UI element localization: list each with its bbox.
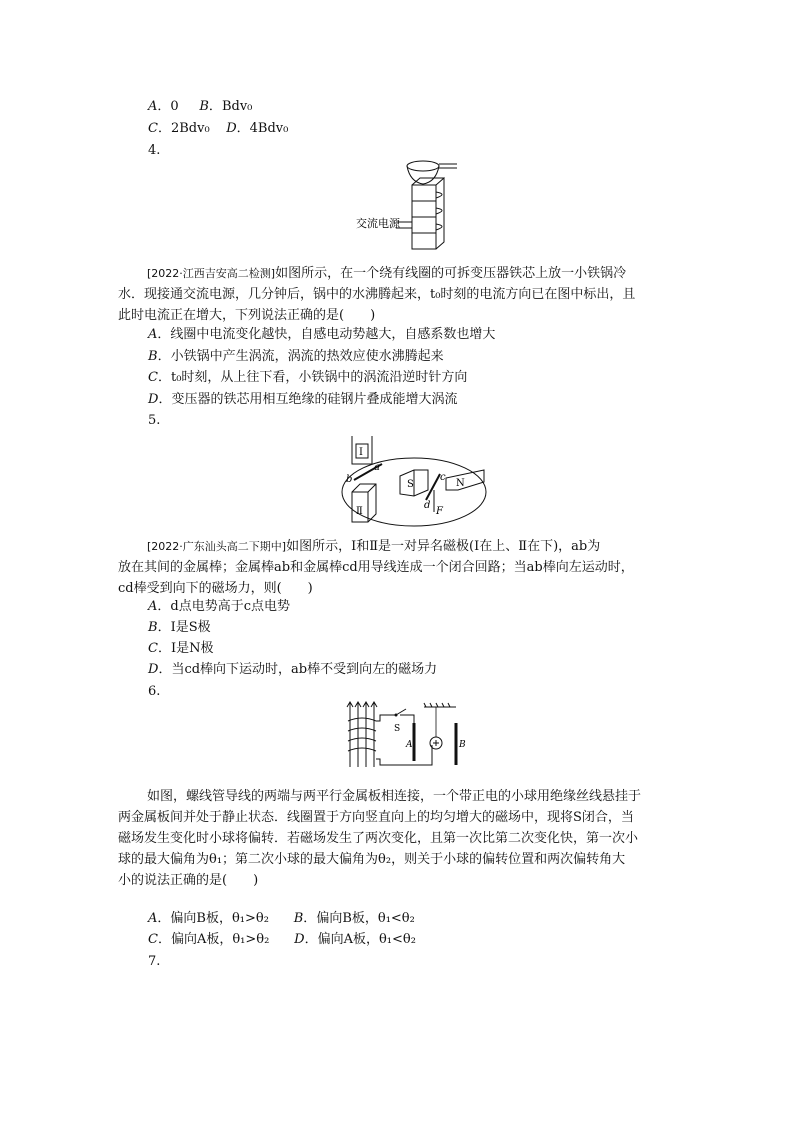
svg-text:F: F [436,506,443,517]
q3-option-row-2: C．2Bdv₀ D．4Bdv₀ [148,121,289,136]
q4-option-b: B．小铁锅中产生涡流，涡流的热效应使水沸腾起来 [148,349,444,364]
q7-number: 7. [148,954,161,969]
q5-option-d: D．当cd棒向下运动时，ab棒不受到向左的磁场力 [148,662,438,677]
svg-text:Ⅱ: Ⅱ [356,506,363,517]
q5-option-c: C．Ⅰ是N极 [148,641,214,656]
q5-stem: [2022·广东汕头高二下期中]如图所示，Ⅰ和Ⅱ是一对异名磁极(Ⅰ在上、Ⅱ在下)，ab为 放在其间的金属棒；金属棒ab和金属棒cd用导线连成一个闭合回路；当ab棒向左运动时， cd棒受到向下的磁场力，则( ) [118,539,634,596]
q6-option-row-2: C．偏向A板，θ₁>θ₂ D．偏向A板，θ₁<θ₂ [148,932,416,947]
q4-option-d: D．变压器的铁芯用相互绝缘的硅钢片叠成能增大涡流 [148,392,458,407]
q5-option-a: A．d点电势高于c点电势 [148,599,291,614]
q4-stem: [2022·江西吉安高二检测]如图所示，在一个绕有线圈的可拆变压器铁芯上放一小铁锅冷 水．现接通交流电源，几分钟后，锅中的水沸腾起来，t₀时刻的电流方向已在图中标出，且 此时电流正在增大，下列说法正确的是( ) [118,266,636,323]
q3-option-row-1: A．0 B．Bdv₀ [148,99,253,114]
q4-option-c: C．t₀时刻，从上往下看，小铁锅中的涡流沿逆时针方向 [148,370,468,385]
svg-text:B: B [459,740,466,750]
svg-text:a: a [374,462,380,473]
q5-number: 5. [148,413,161,428]
svg-text:A: A [406,740,413,750]
q5-option-b: B．Ⅰ是S极 [148,620,211,635]
q5-figure-magnets [338,432,494,532]
svg-text:c: c [440,472,446,483]
q4-number: 4. [148,143,161,158]
q4-figure-transformer [350,158,460,258]
q6-figure-solenoid [344,701,464,773]
q4-option-a: A．线圈中电流变化越快，自感电动势越大，自感系数也增大 [148,327,496,342]
q6-option-row-1: A．偏向B板，θ₁>θ₂ B．偏向B板，θ₁<θ₂ [148,911,415,926]
svg-text:Ⅰ: Ⅰ [359,447,363,458]
svg-text:d: d [424,500,431,511]
q6-number: 6. [148,684,161,699]
svg-text:N: N [456,478,465,489]
svg-text:b: b [346,474,353,485]
svg-text:S: S [407,479,414,490]
q6-stem: 如图，螺线管导线的两端与两平行金属板相连接，一个带正电的小球用绝缘丝线悬挂于 两金属板间并处于静止状态．线圈置于方向竖直向上的均匀增大的磁场中，现将S闭合，当 磁场发生变化时小球将偏转．若磁场发生了两次变化，且第一次比第二次变化快，第一次小 球的最大偏角为θ₁；第二次小球的最大偏角为θ₂，则关于小球的偏转位置和两次偏转角大 小的说法正确的是( ) [118,789,642,888]
q4-figure-label: 交流电源 [356,217,400,230]
svg-text:S: S [394,724,401,734]
